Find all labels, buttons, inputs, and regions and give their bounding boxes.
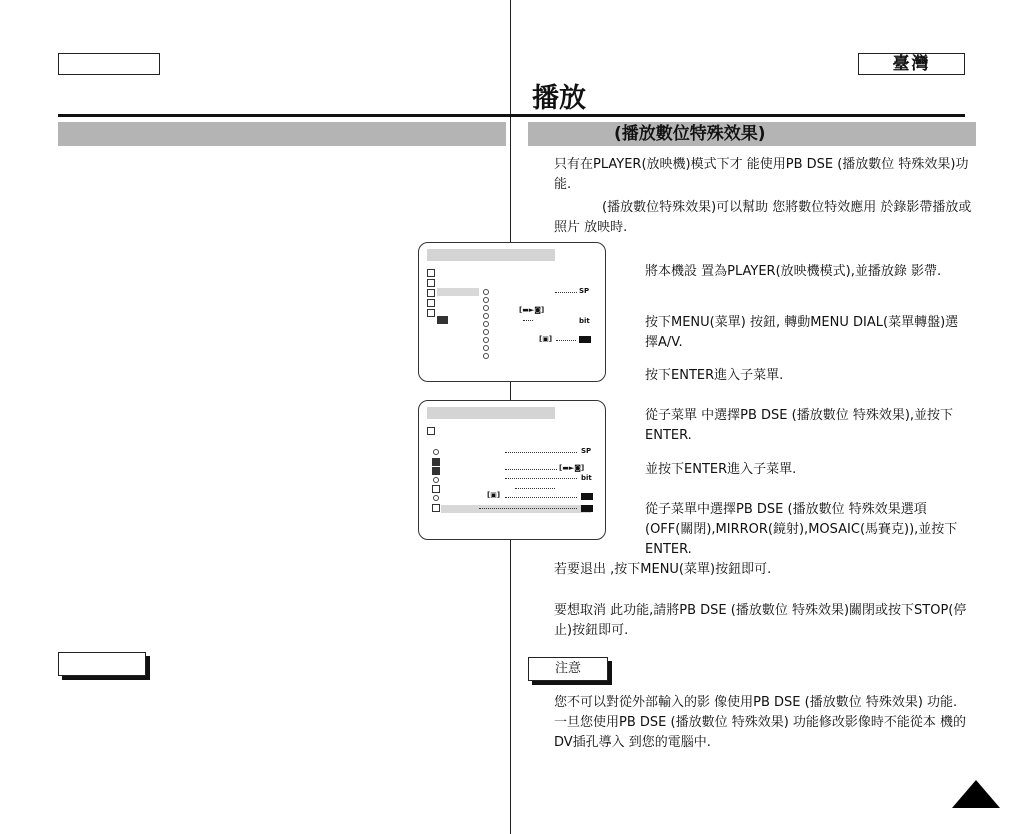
selected-row bbox=[437, 288, 479, 296]
page-up-arrow-icon bbox=[952, 780, 1000, 808]
leader-dots bbox=[505, 497, 577, 498]
leader-dots bbox=[555, 292, 577, 293]
dse-icon bbox=[432, 504, 440, 512]
tape-photo-icons: [▬►◙] bbox=[519, 306, 545, 314]
menu-screen-2 bbox=[418, 400, 606, 540]
leader-dots bbox=[505, 452, 577, 453]
note-box-left bbox=[58, 652, 146, 676]
dse-icon: [▣] bbox=[539, 335, 553, 343]
av-icon bbox=[427, 427, 435, 435]
leader-dots bbox=[505, 469, 557, 470]
menu-dot bbox=[433, 495, 439, 501]
title-rule bbox=[58, 114, 965, 117]
value-box bbox=[579, 336, 591, 343]
page-title: 播放 bbox=[532, 83, 586, 114]
audio-icon bbox=[432, 485, 440, 493]
menu-dot bbox=[483, 313, 489, 319]
menu-dot bbox=[483, 321, 489, 327]
audio-bit-value: bit bbox=[581, 474, 592, 482]
note-text: 您不可以對從外部輸入的影 像使用PB DSE (播放數位 特殊效果) 功能. 一旦您使用PB DSE (播放數位 特殊效果) 功能修改影像時不能從本 機的DV插孔導入 到您的電腦中. bbox=[554, 695, 967, 750]
photo-icon bbox=[432, 467, 440, 475]
menu-dot bbox=[433, 449, 439, 455]
language-tab: 臺灣 bbox=[858, 53, 965, 75]
menu-dot bbox=[483, 289, 489, 295]
menu-screen-1 bbox=[418, 242, 606, 382]
camera-icon bbox=[427, 269, 435, 277]
rec-icon bbox=[432, 458, 440, 466]
leader-dots bbox=[515, 488, 555, 489]
menu-dot bbox=[483, 353, 489, 359]
step-3: 按下ENTER進入子菜單. bbox=[645, 368, 784, 383]
record-mode-value: SP bbox=[581, 447, 592, 455]
setup-icon bbox=[427, 309, 435, 317]
record-mode-value: SP bbox=[579, 287, 590, 295]
leader-dots bbox=[523, 320, 533, 321]
audio-bit-value: bit bbox=[579, 317, 590, 325]
section-band-left bbox=[58, 122, 506, 146]
menu-dot bbox=[483, 329, 489, 335]
step-4: 從子菜單 中選擇PB DSE (播放數位 特殊效果),並按下ENTER. bbox=[645, 408, 954, 443]
intro-paragraph-1: 只有在PLAYER(放映機)模式下才 能使用PB DSE (播放數位 特殊效果)功能. bbox=[554, 157, 969, 192]
selected-row bbox=[441, 505, 591, 513]
leader-dots bbox=[479, 508, 577, 509]
memory-icon bbox=[427, 299, 435, 307]
av-icon bbox=[427, 289, 435, 297]
step-5: 並按下ENTER進入子菜單. bbox=[645, 462, 797, 477]
value-box bbox=[581, 505, 593, 512]
exit-icon bbox=[437, 316, 448, 324]
section-heading bbox=[528, 122, 976, 146]
leader-dots bbox=[556, 340, 576, 341]
tape-photo-icons: [▬►◙] bbox=[559, 464, 585, 472]
section-heading-text: (播放數位特殊效果) bbox=[614, 124, 766, 144]
language-tab-left bbox=[58, 53, 160, 75]
screen-title-bar bbox=[427, 249, 555, 261]
tape-icon bbox=[427, 279, 435, 287]
step-1: 將本機設 置為PLAYER(放映機模式),並播放錄 影帶. bbox=[645, 264, 942, 279]
menu-dot bbox=[483, 297, 489, 303]
dse-mode-icon: [▣] bbox=[487, 491, 501, 499]
screen-title-bar bbox=[427, 407, 555, 419]
step-2: 按下MENU(菜單) 按鈕, 轉動MENU DIAL(菜單轉盤)選擇A/V. bbox=[645, 315, 959, 350]
menu-dot bbox=[483, 305, 489, 311]
value-box bbox=[581, 493, 593, 500]
intro-paragraph-2: (播放數位特殊效果)可以幫助 您將數位特效應用 於錄影帶播放或照片 放映時. bbox=[554, 200, 972, 235]
menu-dot bbox=[433, 477, 439, 483]
menu-dot bbox=[483, 345, 489, 351]
leader-dots bbox=[505, 478, 577, 479]
step-6: 從子菜單中選擇PB DSE (播放數位 特殊效果選項(OFF(關閉),MIRROR(鏡射),MOSAIC(馬賽克)),並按下 ENTER. bbox=[645, 502, 958, 557]
exit-instruction: 若要退出 ,按下MENU(菜單)按鈕即可. bbox=[554, 562, 772, 577]
menu-dot bbox=[483, 337, 489, 343]
note-label: 注意 bbox=[528, 657, 608, 681]
cancel-instruction: 要想取消 此功能,請將PB DSE (播放數位 特殊效果)關閉或按下STOP(停止)按鈕即可. bbox=[554, 603, 967, 638]
